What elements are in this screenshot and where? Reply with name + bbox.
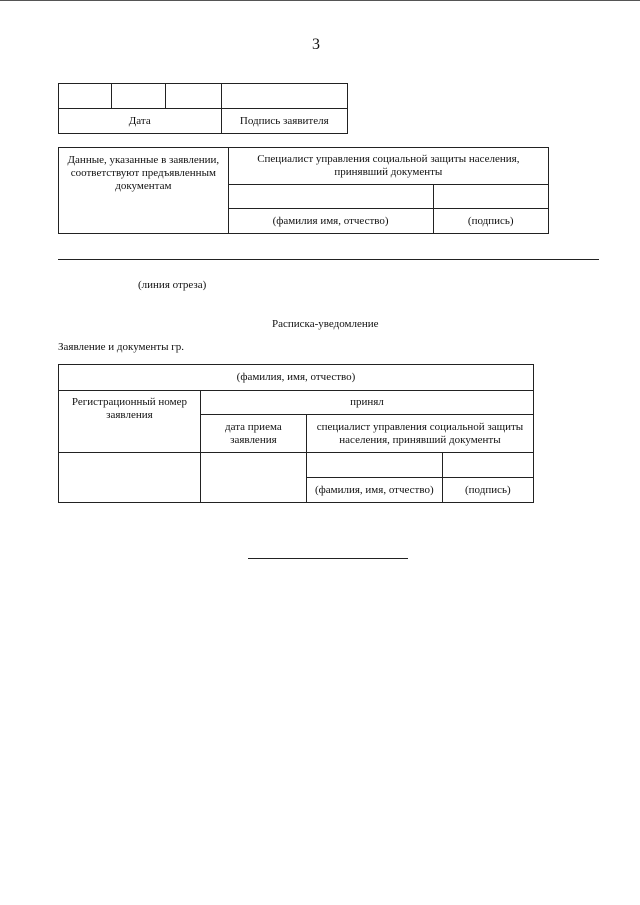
specialist-fio-cell [228,185,433,209]
signature-cell [221,84,347,109]
signature-table [58,83,348,134]
specialist-sign-label: (подпись) [433,209,548,234]
date-label: Дата [59,109,222,134]
reg-number-cell [59,453,201,503]
verification-table [58,147,549,234]
specialist-sign-cell [433,185,548,209]
receipt-table [58,364,534,503]
receipt-date-label: дата приема заявления [200,415,306,453]
receipt-sign-label: (подпись) [442,478,533,503]
specialist-fio-label: (фамилия имя, отчество) [228,209,433,234]
cut-line-label: (линия отреза) [138,279,207,291]
date-value-cell [200,453,306,503]
reg-number-label: Регистрационный номер заявления [59,391,201,453]
receipt-fio-label: (фамилия, имя, отчество) [306,478,442,503]
page-number: 3 [312,36,320,53]
verification-left-text: Данные, указанные в заявлении, соответствуют предъявленным документам [59,148,229,234]
receipt-sign-cell [442,453,533,478]
date-cell-1 [59,84,112,109]
cut-line [58,259,599,260]
closing-line [248,558,408,559]
receipt-title: Расписка-уведомление [272,318,379,330]
scan-top-border [0,0,640,1]
receipt-specialist-label: специалист управления социальной защиты населения, принявший документы [306,415,533,453]
accepted-label: принял [200,391,533,415]
receipt-fio-header: (фамилия, имя, отчество) [59,365,534,391]
date-cell-3 [166,84,221,109]
signature-label: Подпись заявителя [221,109,347,134]
receipt-fio-cell [306,453,442,478]
specialist-header: Специалист управления социальной защиты населения, принявший документы [228,148,548,185]
receipt-intro: Заявление и документы гр. [58,341,184,353]
date-cell-2 [112,84,166,109]
